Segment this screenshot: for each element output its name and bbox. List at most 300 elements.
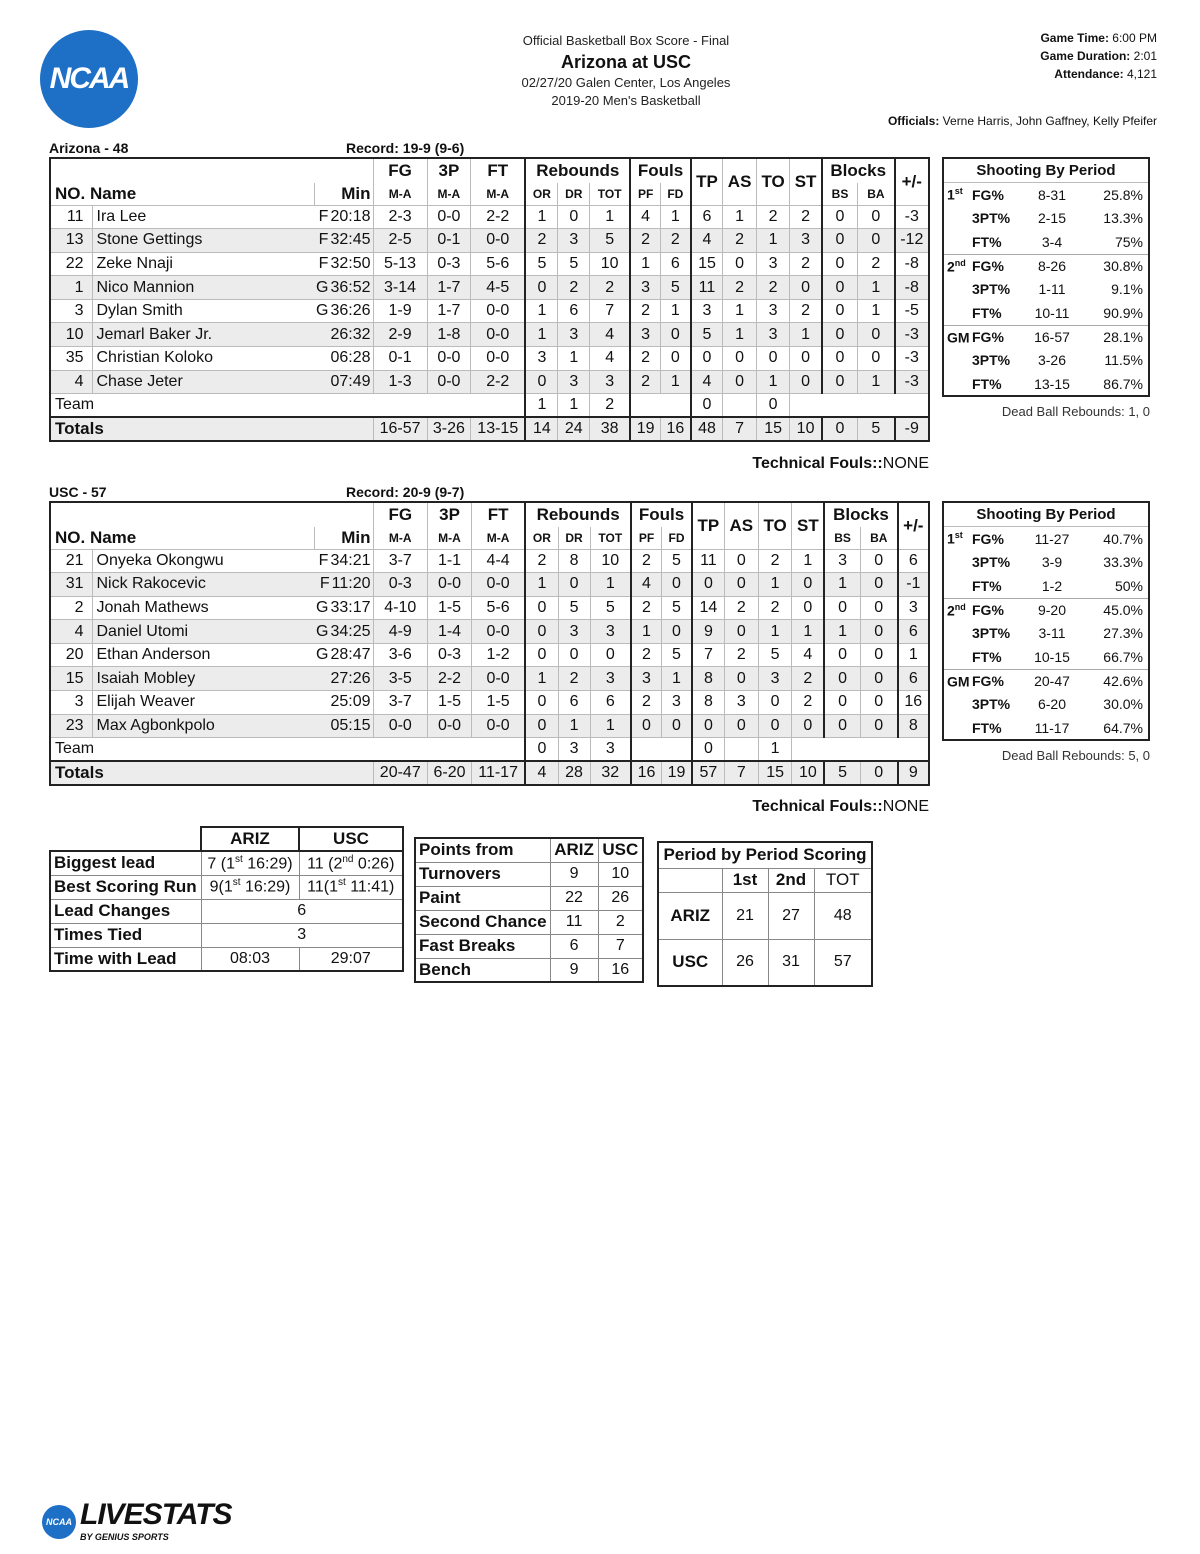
- stat-as: 0: [723, 252, 757, 276]
- totals-label: Totals: [50, 417, 373, 441]
- header-no-name: NO. Name: [50, 183, 314, 205]
- stat-p3: 1-5: [428, 596, 472, 620]
- sbp-percentage: 33.3%: [1103, 554, 1143, 571]
- stat-ft: 5-6: [472, 596, 526, 620]
- stat-pm: -3: [895, 370, 929, 394]
- stat-pm: -3: [895, 205, 929, 229]
- stat-pm: 3: [898, 596, 929, 620]
- stat-to: 1: [758, 573, 792, 597]
- record-arizona: Record: 19-9 (9-6): [346, 140, 465, 156]
- minutes-value: 25:09: [330, 693, 371, 711]
- stat-dr: 3: [558, 323, 590, 347]
- sbp-percentage: 66.7%: [1103, 648, 1143, 665]
- sbp-row: [944, 277, 1148, 301]
- technical-fouls-arizona: Technical Fouls::NONE: [752, 455, 929, 472]
- stat-pf: 1: [631, 620, 661, 644]
- stat-pf: 2: [631, 691, 661, 715]
- stat-ft: 4-4: [472, 549, 526, 573]
- stat-tot: 0: [590, 643, 631, 667]
- player-name: Ethan Anderson: [92, 643, 314, 667]
- stat-fg: 3-6: [373, 643, 428, 667]
- player-name: Elijah Weaver: [92, 691, 314, 715]
- player-position: G: [316, 646, 329, 664]
- team-row: [50, 394, 929, 418]
- stat-as: 2: [723, 276, 757, 300]
- lead-changes-value: 6: [201, 899, 403, 923]
- stat-dr: 0: [558, 643, 590, 667]
- stat-ba: 0: [860, 667, 897, 691]
- player-min: [314, 596, 373, 620]
- sbp-percentage: 13.3%: [1103, 210, 1143, 227]
- player-number: 10: [50, 323, 92, 347]
- stat-p3: 1-8: [427, 323, 471, 347]
- stat-pm: 6: [898, 667, 929, 691]
- stat-as: 1: [723, 299, 757, 323]
- sbp-row: [944, 692, 1148, 716]
- lead-summary-table: [49, 826, 404, 972]
- stat-as: 1: [723, 205, 757, 229]
- period-tot: 57: [814, 939, 872, 986]
- player-number: 11: [50, 205, 92, 229]
- stat-ft: 5-6: [471, 252, 526, 276]
- sbp-stat-label: FT%: [972, 304, 1002, 321]
- stat-or: 2: [525, 549, 558, 573]
- stat-pf: 2: [630, 299, 660, 323]
- team-tot: 3: [590, 738, 631, 762]
- sbp-row: [944, 645, 1148, 669]
- stat-pm: -3: [895, 323, 929, 347]
- stat-ba: 0: [858, 323, 895, 347]
- player-min: [314, 347, 373, 371]
- stat-st: 0: [792, 714, 824, 738]
- player-row: [50, 643, 929, 667]
- stat-or: 2: [525, 229, 558, 253]
- stat-p3: 1-7: [427, 276, 471, 300]
- total-pm: -9: [895, 417, 929, 441]
- stat-as: 0: [723, 370, 757, 394]
- sbp-made-attempted: 10-11: [1034, 304, 1070, 321]
- sbp-percentage: 86.7%: [1103, 375, 1143, 392]
- team-fouls-blank: [630, 394, 690, 418]
- player-name: Max Agbonkpolo: [92, 714, 314, 738]
- team-as-blank: [723, 394, 757, 418]
- team-blank: [792, 738, 929, 762]
- team-label-usc: USC - 57: [49, 484, 107, 500]
- header-ft: FT: [471, 158, 526, 183]
- sbp-made-attempted: 3-11: [1038, 625, 1066, 642]
- stat-bs: 3: [824, 549, 860, 573]
- sbp-percentage: 30.0%: [1103, 695, 1143, 712]
- total-st: 10: [792, 761, 824, 785]
- stat-tot: 3: [590, 667, 631, 691]
- player-name: Stone Gettings: [92, 229, 314, 253]
- player-name: Daniel Utomi: [92, 620, 314, 644]
- period-tot: 48: [814, 892, 872, 939]
- stat-dr: 5: [558, 596, 590, 620]
- header-to: TO: [756, 158, 789, 205]
- period-team: ARIZ: [658, 892, 722, 939]
- game-info: Game Time: 6:00 PM Game Duration: 2:01 Attendance: 4,121: [1040, 31, 1157, 81]
- sbp-percentage: 30.8%: [1103, 258, 1143, 275]
- player-row: [50, 714, 929, 738]
- stat-ba: 0: [860, 596, 897, 620]
- points-category: Bench: [415, 958, 550, 982]
- player-name: Ira Lee: [92, 205, 314, 229]
- sbp-percentage: 42.6%: [1103, 672, 1143, 689]
- total-fd: 16: [660, 417, 690, 441]
- stat-fg: 3-14: [373, 276, 427, 300]
- sbp-percentage: 9.1%: [1111, 281, 1143, 298]
- sbp-percentage: 27.3%: [1103, 625, 1143, 642]
- sbp-stat-label: 3PT%: [972, 210, 1011, 227]
- total-as: 7: [723, 417, 757, 441]
- stat-fd: 0: [662, 714, 692, 738]
- points-ariz: 22: [550, 886, 598, 910]
- points-from-header: Points from: [415, 838, 550, 862]
- total-pm: 9: [898, 761, 929, 785]
- total-tot: 38: [590, 417, 631, 441]
- minutes-value: 34:21: [330, 551, 371, 569]
- stat-tot: 3: [590, 370, 631, 394]
- stat-tot: 10: [590, 252, 631, 276]
- player-number: 31: [50, 573, 92, 597]
- stat-or: 0: [525, 276, 558, 300]
- sbp-made-attempted: 16-57: [1034, 328, 1070, 345]
- sbp-stat-label: FG%: [972, 672, 1004, 689]
- stat-st: 0: [792, 596, 824, 620]
- period-p1: 26: [722, 939, 768, 986]
- sbp-made-attempted: 10-15: [1034, 648, 1070, 665]
- sbp-stat-label: 3PT%: [972, 281, 1011, 298]
- stat-tp: 3: [691, 299, 723, 323]
- player-row: [50, 252, 929, 276]
- stat-pm: 8: [898, 714, 929, 738]
- stat-as: 0: [724, 667, 758, 691]
- stat-fg: 0-1: [373, 347, 427, 371]
- sbp-row: [944, 574, 1148, 598]
- player-row: [50, 691, 929, 715]
- stat-st: 0: [792, 573, 824, 597]
- stat-pm: -12: [895, 229, 929, 253]
- points-category: Fast Breaks: [415, 934, 550, 958]
- stat-st: 2: [792, 667, 824, 691]
- player-min: [314, 620, 373, 644]
- total-as: 7: [724, 761, 758, 785]
- stat-pm: -3: [895, 347, 929, 371]
- header-or: OR: [525, 183, 558, 205]
- sbp-made-attempted: 3-4: [1041, 233, 1063, 250]
- stat-st: 3: [790, 229, 822, 253]
- sbp-made-attempted: 20-47: [1034, 672, 1070, 689]
- period-scoring-header: Period by Period Scoring: [658, 842, 872, 868]
- header-min: Min: [314, 183, 373, 205]
- stat-fd: 0: [662, 573, 692, 597]
- stat-dr: 0: [558, 205, 590, 229]
- player-min: [314, 276, 373, 300]
- stat-dr: 0: [558, 573, 590, 597]
- player-min: [314, 323, 373, 347]
- sbp-row: [944, 254, 1148, 278]
- stat-dr: 1: [558, 347, 590, 371]
- stat-as: 0: [724, 620, 758, 644]
- stat-or: 1: [525, 323, 558, 347]
- sbp-percentage: 40.7%: [1103, 530, 1143, 547]
- stat-dr: 2: [558, 667, 590, 691]
- totals-row: [50, 761, 929, 785]
- col-usc: USC: [598, 838, 643, 862]
- stat-p3: 0-3: [427, 252, 471, 276]
- stat-dr: 5: [558, 252, 590, 276]
- stat-ba: 0: [858, 347, 895, 371]
- stat-st: 1: [790, 323, 822, 347]
- stat-st: 0: [790, 347, 822, 371]
- header-ma: M-A: [373, 183, 427, 205]
- stat-p3: 1-1: [428, 549, 472, 573]
- minutes-value: 32:50: [330, 254, 371, 272]
- stat-fd: 6: [660, 252, 690, 276]
- header-tp: TP: [692, 502, 724, 549]
- stat-to: 0: [756, 347, 789, 371]
- stat-fg: 3-7: [373, 549, 428, 573]
- stat-to: 5: [758, 643, 792, 667]
- player-name: Chase Jeter: [92, 370, 314, 394]
- stat-ft: 0-0: [472, 620, 526, 644]
- stat-p3: 0-0: [428, 573, 472, 597]
- stat-pm: 6: [898, 549, 929, 573]
- period-scoring-table: [657, 841, 873, 987]
- stat-pf: 2: [631, 549, 661, 573]
- points-usc: 7: [598, 934, 643, 958]
- stat-p3: 0-1: [427, 229, 471, 253]
- header-tot: TOT: [590, 527, 631, 549]
- stat-st: 2: [790, 252, 822, 276]
- header-bs: BS: [822, 183, 858, 205]
- minutes-value: 26:32: [330, 325, 371, 343]
- stat-tot: 7: [590, 299, 631, 323]
- shooting-by-period-usc: [942, 501, 1150, 741]
- points-usc: 16: [598, 958, 643, 982]
- totals-label: Totals: [50, 761, 373, 785]
- player-min: [314, 252, 373, 276]
- period-p2: 27: [768, 892, 814, 939]
- stat-as: 1: [723, 323, 757, 347]
- header-min: Min: [314, 527, 373, 549]
- total-pf: 19: [630, 417, 660, 441]
- sbp-stat-label: 3PT%: [972, 625, 1011, 642]
- sbp-made-attempted: 1-2: [1041, 577, 1063, 594]
- stat-tp: 8: [692, 667, 724, 691]
- stat-ba: 0: [860, 549, 897, 573]
- player-name: Jemarl Baker Jr.: [92, 323, 314, 347]
- stat-pf: 2: [630, 347, 660, 371]
- stat-ft: 0-0: [472, 714, 526, 738]
- minutes-value: 07:49: [330, 372, 371, 390]
- points-category: Paint: [415, 886, 550, 910]
- stat-fg: 4-10: [373, 596, 428, 620]
- stat-pm: -5: [895, 299, 929, 323]
- stat-tot: 10: [590, 549, 631, 573]
- stat-fd: 5: [662, 643, 692, 667]
- stat-fd: 3: [662, 691, 692, 715]
- stat-tp: 14: [692, 596, 724, 620]
- stat-bs: 0: [822, 299, 858, 323]
- player-min: [314, 573, 373, 597]
- attendance: 4,121: [1126, 67, 1157, 81]
- player-min: [314, 205, 373, 229]
- total-p3: 6-20: [428, 761, 472, 785]
- player-position: F: [318, 254, 329, 272]
- total-fg: 16-57: [373, 417, 427, 441]
- total-dr: 24: [558, 417, 590, 441]
- stat-pf: 3: [631, 667, 661, 691]
- player-position: G: [316, 278, 329, 296]
- stat-fd: 1: [660, 299, 690, 323]
- sbp-made-attempted: 9-20: [1037, 602, 1067, 619]
- header-to: TO: [758, 502, 792, 549]
- player-position: F: [318, 551, 329, 569]
- sbp-row: [944, 207, 1148, 231]
- header-fg: FG: [373, 502, 428, 527]
- stat-ft: 0-0: [472, 667, 526, 691]
- stat-ft: 1-2: [472, 643, 526, 667]
- total-pf: 16: [631, 761, 661, 785]
- time-lead-label: Time with Lead: [50, 947, 201, 971]
- player-number: 4: [50, 620, 92, 644]
- sbp-row: [944, 716, 1148, 740]
- stat-pf: 4: [631, 573, 661, 597]
- sbp-row: [944, 301, 1148, 325]
- stat-tp: 4: [691, 229, 723, 253]
- stat-pf: 4: [630, 205, 660, 229]
- total-to: 15: [756, 417, 789, 441]
- stat-fd: 1: [660, 370, 690, 394]
- player-number: 3: [50, 691, 92, 715]
- minutes-value: 05:15: [330, 716, 371, 734]
- minutes-value: 27:26: [330, 669, 371, 687]
- stat-ba: 0: [860, 573, 897, 597]
- player-position: F: [318, 231, 329, 249]
- points-row: [415, 958, 643, 982]
- stat-tot: 5: [590, 596, 631, 620]
- stat-st: 0: [790, 276, 822, 300]
- sbp-period: GM: [947, 673, 970, 690]
- stat-ft: 0-0: [472, 573, 526, 597]
- stat-tp: 5: [691, 323, 723, 347]
- header-bs: BS: [824, 527, 860, 549]
- team-to: 1: [758, 738, 792, 762]
- header-ba: BA: [858, 183, 895, 205]
- points-from-table: [414, 837, 644, 983]
- sbp-made-attempted: 13-15: [1034, 375, 1070, 392]
- period-row: [658, 939, 872, 986]
- player-min: [314, 370, 373, 394]
- stat-pf: 2: [631, 643, 661, 667]
- header-rebounds: Rebounds: [525, 502, 631, 527]
- minutes-value: 32:45: [330, 231, 371, 249]
- sbp-percentage: 75%: [1114, 233, 1143, 250]
- dead-ball-rebounds-arizona: Dead Ball Rebounds: 1, 0: [1001, 404, 1150, 419]
- header-ba: BA: [860, 527, 897, 549]
- stat-to: 1: [756, 370, 789, 394]
- stat-fg: 4-9: [373, 620, 428, 644]
- stat-ft: 2-2: [471, 205, 526, 229]
- total-tp: 57: [692, 761, 724, 785]
- sbp-made-attempted: 1-11: [1038, 281, 1066, 298]
- record-usc: Record: 20-9 (9-7): [346, 484, 465, 500]
- total-bs: 0: [822, 417, 858, 441]
- header-dr: DR: [558, 527, 590, 549]
- sbp-stat-label: 3PT%: [972, 351, 1011, 368]
- stat-to: 2: [756, 205, 789, 229]
- stat-fd: 0: [660, 347, 690, 371]
- sbp-made-attempted: 11-17: [1034, 719, 1070, 736]
- player-name: Jonah Mathews: [92, 596, 314, 620]
- stat-as: 2: [723, 229, 757, 253]
- team-dr: 1: [558, 394, 590, 418]
- player-name: Nick Rakocevic: [92, 573, 314, 597]
- report-subtitle: Official Basketball Box Score - Final: [522, 33, 730, 48]
- sbp-row: [944, 621, 1148, 645]
- stat-fg: 0-0: [373, 714, 428, 738]
- player-position: F: [318, 207, 329, 225]
- stat-to: 1: [756, 229, 789, 253]
- stat-or: 0: [525, 620, 558, 644]
- stat-fd: 0: [662, 620, 692, 644]
- shooting-by-period-arizona: [942, 157, 1150, 397]
- total-dr: 28: [558, 761, 590, 785]
- total-tp: 48: [691, 417, 723, 441]
- stat-st: 1: [792, 620, 824, 644]
- player-row: [50, 347, 929, 371]
- total-ft: 11-17: [472, 761, 526, 785]
- minutes-value: 34:25: [330, 622, 371, 640]
- points-row: [415, 934, 643, 958]
- best-run-usc: 11(1st 11:41): [299, 875, 403, 899]
- stat-or: 1: [525, 299, 558, 323]
- period-p2: 31: [768, 939, 814, 986]
- stat-bs: 0: [822, 370, 858, 394]
- ncaa-logo: NCAA: [40, 30, 138, 128]
- header-tot: TOT: [590, 183, 631, 205]
- stat-p3: 0-3: [428, 643, 472, 667]
- team-or: 0: [525, 738, 558, 762]
- stat-st: 2: [790, 205, 822, 229]
- team-dr: 3: [558, 738, 590, 762]
- stat-to: 3: [756, 323, 789, 347]
- box-score-arizona: [49, 157, 930, 442]
- stat-or: 1: [525, 573, 558, 597]
- col-ariz: ARIZ: [201, 827, 299, 851]
- sbp-percentage: 25.8%: [1103, 186, 1143, 203]
- team-label: Team: [50, 394, 525, 418]
- stat-bs: 0: [824, 667, 860, 691]
- stat-p3: 1-7: [427, 299, 471, 323]
- player-number: 35: [50, 347, 92, 371]
- stat-st: 0: [790, 370, 822, 394]
- sbp-percentage: 90.9%: [1103, 304, 1143, 321]
- minutes-value: 20:18: [330, 207, 371, 225]
- sbp-percentage: 50%: [1114, 577, 1143, 594]
- sbp-row: [944, 551, 1148, 575]
- stat-fd: 5: [662, 596, 692, 620]
- stat-ft: 0-0: [471, 299, 526, 323]
- points-row: [415, 886, 643, 910]
- stat-or: 5: [525, 252, 558, 276]
- col-ariz: ARIZ: [550, 838, 598, 862]
- stat-dr: 3: [558, 229, 590, 253]
- stat-st: 2: [792, 691, 824, 715]
- season-label: 2019-20 Men's Basketball: [551, 93, 701, 108]
